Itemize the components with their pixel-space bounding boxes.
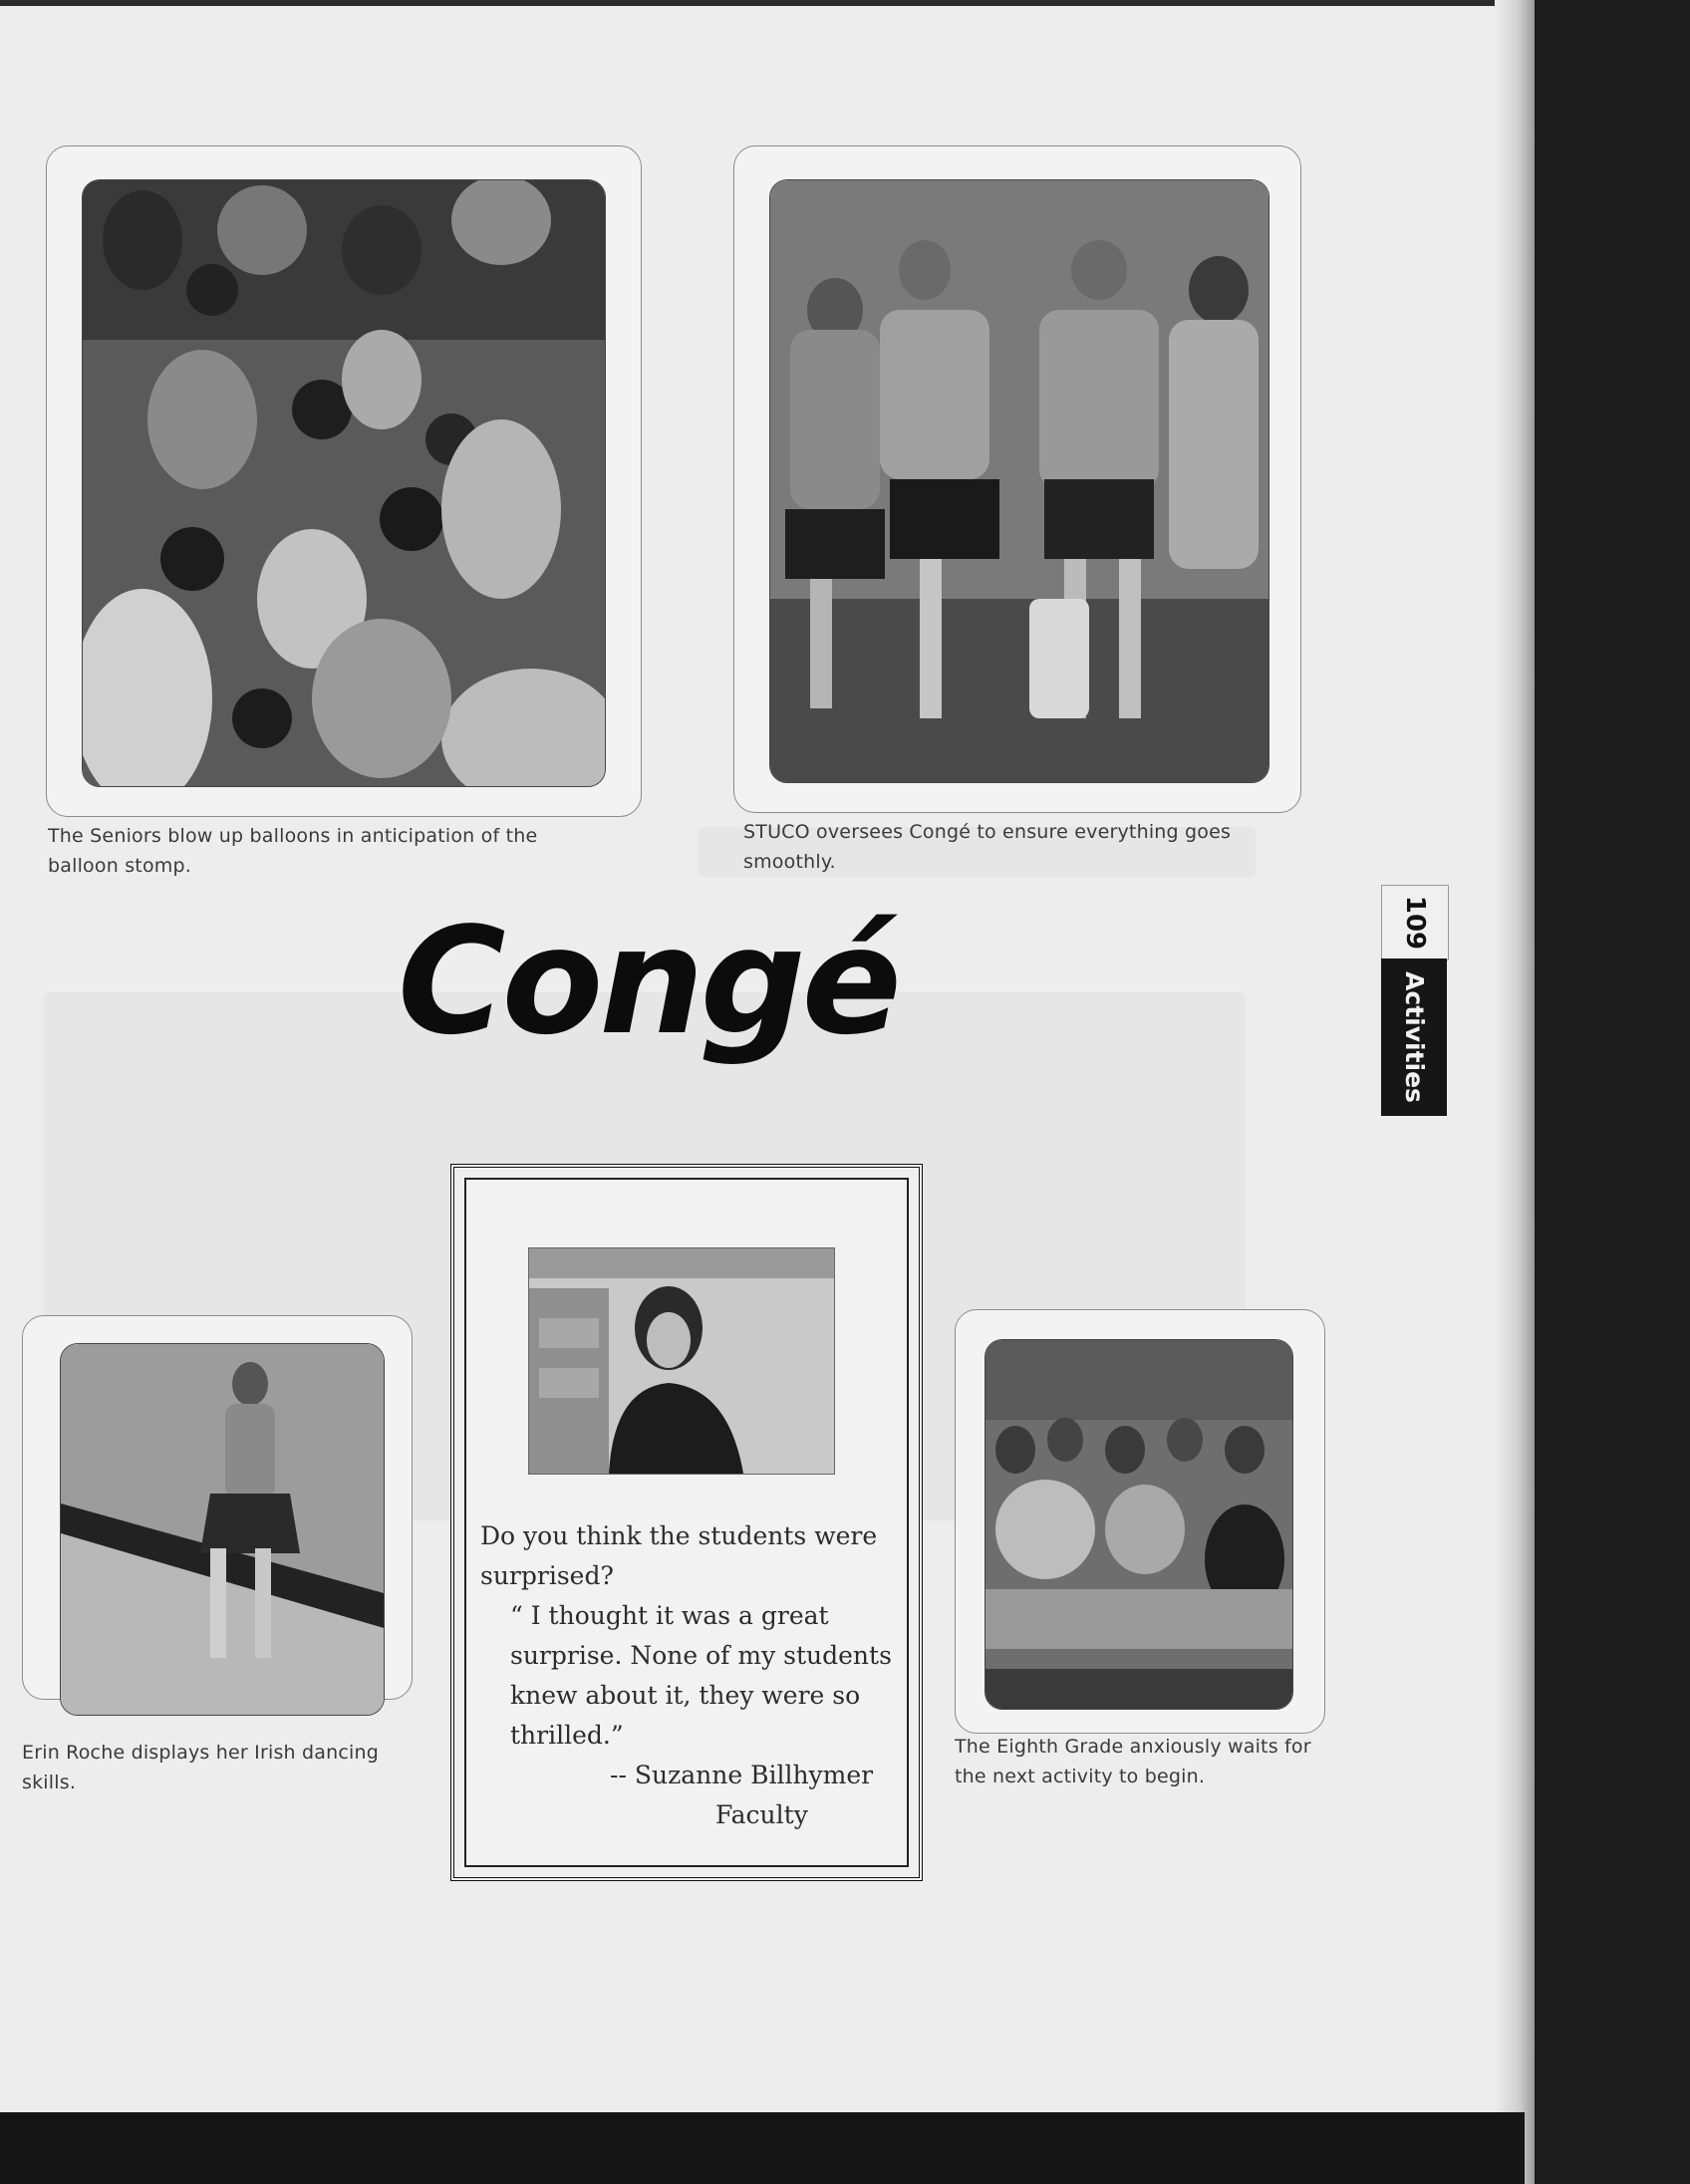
photo-faculty-portrait	[528, 1247, 835, 1475]
page-number: 109	[1400, 895, 1430, 951]
caption-seniors: The Seniors blow up balloons in anticipation of the balloon stomp.	[48, 825, 538, 877]
page-title: Congé	[398, 896, 898, 1067]
quote-box	[450, 1164, 923, 1881]
quote-author: -- Suzanne Billhymer	[610, 1761, 874, 1789]
caption-stuco: STUCO oversees Congé to ensure everything goes smoothly.	[743, 821, 1232, 873]
quote-text	[480, 1516, 899, 1835]
quote-role: Faculty	[715, 1800, 808, 1829]
page-top-edge	[0, 0, 1515, 6]
section-label-box	[1381, 958, 1447, 1116]
page-number-box	[1381, 885, 1449, 960]
quote-question: Do you think the students were surprised?	[480, 1521, 878, 1590]
section-tab	[1381, 885, 1447, 1116]
photo-irish-dancer	[60, 1343, 385, 1716]
quote-answer: “ I thought it was a great surprise. None of my students knew about it, they were so thrilled.”	[510, 1601, 892, 1750]
photo-seniors-balloons	[82, 179, 606, 787]
page-spine-shadow	[1495, 0, 1535, 2184]
caption-erin: Erin Roche displays her Irish dancing skills.	[22, 1742, 379, 1793]
caption-eighth: The Eighth Grade anxiously waits for the next activity to begin.	[955, 1736, 1311, 1787]
section-label: Activities	[1400, 971, 1429, 1103]
photo-stuco-group	[769, 179, 1269, 783]
page-bottom-edge	[0, 2112, 1525, 2184]
photo-eighth-grade-crowd	[985, 1339, 1293, 1710]
